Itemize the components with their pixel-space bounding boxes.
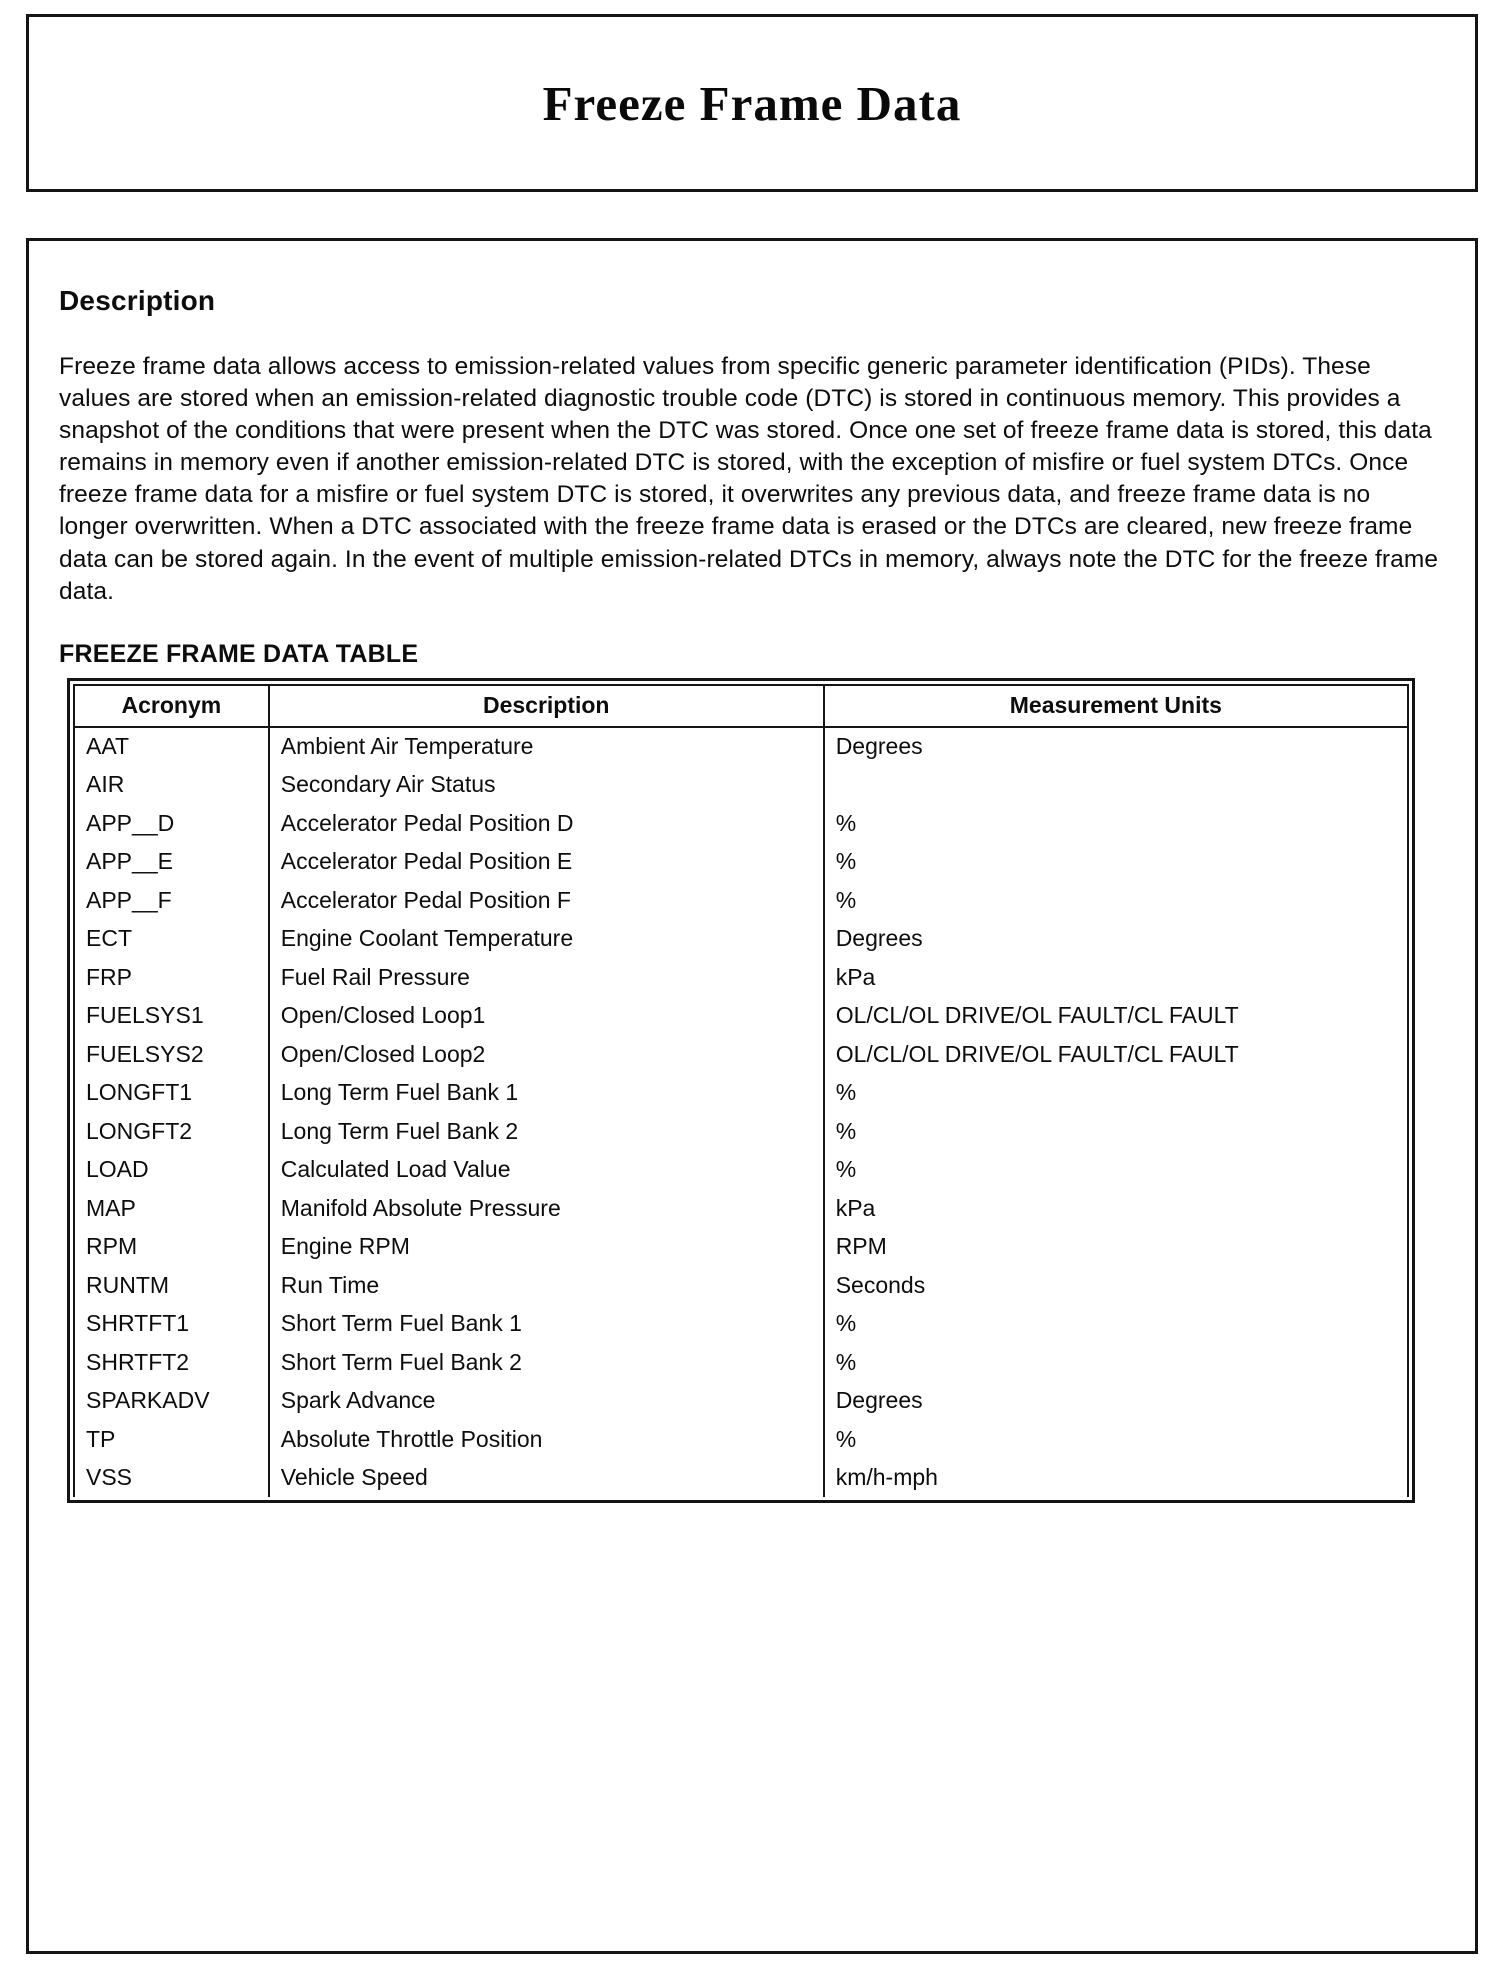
cell-acronym: SHRTFT2 — [74, 1343, 269, 1382]
table-row — [74, 1266, 1408, 1305]
table-row — [74, 919, 1408, 958]
description-heading: Description — [59, 285, 216, 316]
cell-units: % — [824, 1343, 1408, 1382]
cell-units: OL/CL/OL DRIVE/OL FAULT/CL FAULT — [824, 996, 1408, 1035]
cell-description: Open/Closed Loop2 — [269, 1035, 824, 1074]
column-header-measurement-units: Measurement Units — [824, 685, 1408, 727]
table-row — [74, 1381, 1408, 1420]
cell-acronym: APP__F — [74, 881, 269, 920]
cell-description: Absolute Throttle Position — [269, 1420, 824, 1459]
cell-description: Fuel Rail Pressure — [269, 958, 824, 997]
cell-description: Open/Closed Loop1 — [269, 996, 824, 1035]
cell-acronym: MAP — [74, 1189, 269, 1228]
cell-acronym: FUELSYS1 — [74, 996, 269, 1035]
cell-units: kPa — [824, 958, 1408, 997]
table-row — [74, 1035, 1408, 1074]
table-header-row — [74, 685, 1408, 727]
table-row — [74, 1420, 1408, 1459]
cell-units: RPM — [824, 1227, 1408, 1266]
cell-description: Short Term Fuel Bank 1 — [269, 1304, 824, 1343]
cell-acronym: LOAD — [74, 1150, 269, 1189]
cell-acronym: FUELSYS2 — [74, 1035, 269, 1074]
column-header-acronym: Acronym — [74, 685, 269, 727]
cell-description: Run Time — [269, 1266, 824, 1305]
table-row — [74, 1227, 1408, 1266]
cell-description: Accelerator Pedal Position F — [269, 881, 824, 920]
cell-acronym: APP__E — [74, 842, 269, 881]
column-header-description: Description — [269, 685, 824, 727]
cell-units — [824, 765, 1408, 804]
cell-acronym: LONGFT2 — [74, 1112, 269, 1151]
cell-acronym: AAT — [74, 727, 269, 766]
table-row — [74, 996, 1408, 1035]
content-section — [26, 238, 1478, 1954]
cell-description: Accelerator Pedal Position E — [269, 842, 824, 881]
table-row — [74, 765, 1408, 804]
cell-acronym: TP — [74, 1420, 269, 1459]
freeze-frame-table-heading: FREEZE FRAME DATA TABLE — [59, 639, 419, 668]
cell-units: % — [824, 1112, 1408, 1151]
cell-units: % — [824, 1150, 1408, 1189]
data-table — [73, 684, 1409, 1497]
page-title: Freeze Frame Data — [542, 75, 962, 131]
cell-units: % — [824, 1073, 1408, 1112]
table-row — [74, 958, 1408, 997]
title-banner — [26, 14, 1478, 192]
cell-description: Engine Coolant Temperature — [269, 919, 824, 958]
cell-description: Engine RPM — [269, 1227, 824, 1266]
table-row — [74, 881, 1408, 920]
description-paragraph: Freeze frame data allows access to emission-related values from specific generic parameter identification (PIDs). These values are stored when an emission-related diagnostic trouble code (DTC) is stored in continuous memory. This provides a snapshot of the conditions that were present when the DTC was stored. Once one set of freeze frame data is stored, this data remains in memory even if another emission-related DTC is stored, with the exception of misfire or fuel system DTCs. Once freeze frame data for a misfire or fuel system DTC is stored, it overwrites any previous data, and freeze frame data is no longer overwritten. When a DTC associated with the freeze frame data is erased or the DTCs are cleared, new freeze frame data can be stored again. In the event of multiple emission-related DTCs in memory, always note the DTC for the freeze frame data. — [59, 353, 1439, 605]
cell-description: Manifold Absolute Pressure — [269, 1189, 824, 1228]
cell-units: % — [824, 1304, 1408, 1343]
table-row — [74, 1189, 1408, 1228]
cell-units: % — [824, 881, 1408, 920]
cell-units: Degrees — [824, 727, 1408, 766]
cell-units: % — [824, 804, 1408, 843]
cell-units: Degrees — [824, 1381, 1408, 1420]
cell-acronym: FRP — [74, 958, 269, 997]
cell-description: Accelerator Pedal Position D — [269, 804, 824, 843]
cell-acronym: AIR — [74, 765, 269, 804]
table-row — [74, 842, 1408, 881]
cell-acronym: RUNTM — [74, 1266, 269, 1305]
cell-description: Long Term Fuel Bank 1 — [269, 1073, 824, 1112]
cell-acronym: RPM — [74, 1227, 269, 1266]
cell-acronym: LONGFT1 — [74, 1073, 269, 1112]
table-row — [74, 1304, 1408, 1343]
table-row — [74, 1112, 1408, 1151]
table-row — [74, 1150, 1408, 1189]
cell-description: Vehicle Speed — [269, 1458, 824, 1497]
cell-units: Seconds — [824, 1266, 1408, 1305]
cell-acronym: SPARKADV — [74, 1381, 269, 1420]
cell-description: Spark Advance — [269, 1381, 824, 1420]
cell-acronym: APP__D — [74, 804, 269, 843]
cell-units: Degrees — [824, 919, 1408, 958]
table-row — [74, 1458, 1408, 1497]
cell-units: kPa — [824, 1189, 1408, 1228]
cell-description: Short Term Fuel Bank 2 — [269, 1343, 824, 1382]
cell-description: Secondary Air Status — [269, 765, 824, 804]
cell-description: Long Term Fuel Bank 2 — [269, 1112, 824, 1151]
cell-units: % — [824, 1420, 1408, 1459]
cell-description: Calculated Load Value — [269, 1150, 824, 1189]
cell-units: % — [824, 842, 1408, 881]
table-row — [74, 804, 1408, 843]
cell-acronym: ECT — [74, 919, 269, 958]
cell-acronym: VSS — [74, 1458, 269, 1497]
cell-units: km/h-mph — [824, 1458, 1408, 1497]
table-row — [74, 727, 1408, 766]
cell-units: OL/CL/OL DRIVE/OL FAULT/CL FAULT — [824, 1035, 1408, 1074]
table-body — [74, 727, 1408, 1497]
cell-description: Ambient Air Temperature — [269, 727, 824, 766]
cell-acronym: SHRTFT1 — [74, 1304, 269, 1343]
table-row — [74, 1343, 1408, 1382]
table-row — [74, 1073, 1408, 1112]
freeze-frame-data-table — [67, 678, 1415, 1503]
